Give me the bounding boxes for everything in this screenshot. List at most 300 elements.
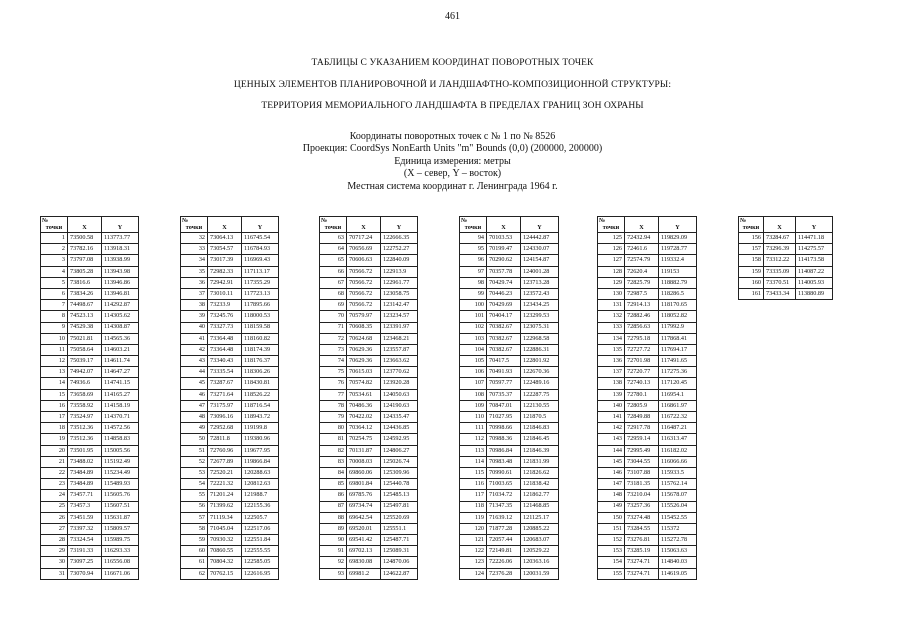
point-number-cell: 128 xyxy=(598,266,625,277)
point-number-cell: 12 xyxy=(41,356,68,367)
x-coordinate-cell: 72149.81 xyxy=(487,546,521,557)
y-coordinate-cell: 119866.84 xyxy=(242,456,279,467)
point-number-cell: 88 xyxy=(320,512,347,523)
y-coordinate-cell: 119199.8 xyxy=(242,423,279,434)
point-number-cell: 33 xyxy=(181,244,208,255)
y-coordinate-cell: 123075.31 xyxy=(521,322,559,333)
table-row xyxy=(739,255,833,266)
x-coordinate-cell: 73524.97 xyxy=(68,412,102,423)
coord-system-text: Местная система координат г. Ленинграда 1964 г. xyxy=(347,181,558,192)
table-row xyxy=(41,300,139,311)
table-row xyxy=(598,412,697,423)
y-coordinate-cell: 117355.29 xyxy=(242,277,279,288)
point-number-cell: 118 xyxy=(460,501,487,512)
y-coordinate-cell: 114647.27 xyxy=(102,367,139,378)
point-number-cell: 140 xyxy=(598,400,625,411)
point-number-cell: 58 xyxy=(181,523,208,534)
x-coordinate-cell: 74942.07 xyxy=(68,367,102,378)
x-coordinate-cell: 73364.48 xyxy=(208,333,242,344)
y-coordinate-cell: 123663.62 xyxy=(381,356,418,367)
y-coordinate-cell: 123299.53 xyxy=(521,311,559,322)
x-coordinate-cell: 73327.73 xyxy=(208,322,242,333)
col-header-num-top: № xyxy=(598,217,625,226)
y-coordinate-cell: 118170.65 xyxy=(659,300,697,311)
x-coordinate-cell: 70983.48 xyxy=(487,456,521,467)
table-row xyxy=(598,266,697,277)
table-row xyxy=(320,467,418,478)
table-row xyxy=(320,412,418,423)
point-number-cell: 152 xyxy=(598,535,625,546)
x-coordinate-cell: 73274.71 xyxy=(625,568,659,579)
point-number-cell: 9 xyxy=(41,322,68,333)
x-coordinate-cell: 72995.49 xyxy=(625,445,659,456)
point-number-cell: 34 xyxy=(181,255,208,266)
x-coordinate-cell: 70404.17 xyxy=(487,311,521,322)
x-coordinate-cell: 71027.95 xyxy=(487,412,521,423)
table-row xyxy=(181,445,279,456)
x-coordinate-cell: 69734.74 xyxy=(347,501,381,512)
x-coordinate-cell: 72959.14 xyxy=(625,434,659,445)
point-number-cell: 53 xyxy=(181,467,208,478)
y-coordinate-cell: 114611.74 xyxy=(102,356,139,367)
y-coordinate-cell: 122801.92 xyxy=(521,356,559,367)
point-number-cell: 147 xyxy=(598,479,625,490)
point-number-cell: 7 xyxy=(41,300,68,311)
x-coordinate-cell: 73370.51 xyxy=(764,277,796,288)
y-coordinate-cell: 123713.28 xyxy=(521,277,559,288)
point-number-cell: 83 xyxy=(320,456,347,467)
x-coordinate-cell: 73296.39 xyxy=(764,244,796,255)
table-row xyxy=(739,233,833,244)
x-coordinate-cell: 70417.5 xyxy=(487,356,521,367)
y-coordinate-cell: 123572.43 xyxy=(521,288,559,299)
x-coordinate-cell: 73451.59 xyxy=(68,512,102,523)
point-number-cell: 56 xyxy=(181,501,208,512)
x-coordinate-cell: 70656.69 xyxy=(347,244,381,255)
table-row xyxy=(41,423,139,434)
x-coordinate-cell: 70429.69 xyxy=(487,300,521,311)
table-row xyxy=(598,467,697,478)
x-coordinate-cell: 71003.65 xyxy=(487,479,521,490)
x-coordinate-cell: 72376.28 xyxy=(487,568,521,579)
x-coordinate-cell: 73782.16 xyxy=(68,244,102,255)
point-number-cell: 149 xyxy=(598,501,625,512)
y-coordinate-cell: 125309.96 xyxy=(381,467,418,478)
x-coordinate-cell: 73284.67 xyxy=(764,233,796,244)
x-coordinate-cell: 72620.4 xyxy=(625,266,659,277)
y-coordinate-cell: 121846.45 xyxy=(521,434,559,445)
col-header-blank xyxy=(242,217,279,226)
y-coordinate-cell: 119332.4 xyxy=(659,255,697,266)
table-row xyxy=(181,467,279,478)
y-coordinate-cell: 115678.07 xyxy=(659,490,697,501)
table-row xyxy=(181,288,279,299)
x-coordinate-cell: 73257.36 xyxy=(625,501,659,512)
x-coordinate-cell: 73274.48 xyxy=(625,512,659,523)
col-header-x: X xyxy=(487,225,521,233)
x-coordinate-cell: 73797.08 xyxy=(68,255,102,266)
col-header-num-top: № xyxy=(320,217,347,226)
x-coordinate-cell: 70574.82 xyxy=(347,378,381,389)
y-coordinate-cell: 120288.63 xyxy=(242,467,279,478)
y-coordinate-cell: 115605.76 xyxy=(102,490,139,501)
x-coordinate-cell: 73010.11 xyxy=(208,288,242,299)
coord-table-block xyxy=(459,216,559,580)
x-coordinate-cell: 71045.04 xyxy=(208,523,242,534)
point-number-cell: 87 xyxy=(320,501,347,512)
x-coordinate-cell: 72727.72 xyxy=(625,344,659,355)
table-row xyxy=(598,356,697,367)
point-number-cell: 109 xyxy=(460,400,487,411)
y-coordinate-cell: 116313.47 xyxy=(659,434,697,445)
point-number-cell: 76 xyxy=(320,378,347,389)
table-row xyxy=(181,479,279,490)
table-row xyxy=(598,311,697,322)
point-number-cell: 40 xyxy=(181,322,208,333)
table-row xyxy=(41,400,139,411)
x-coordinate-cell: 73500.58 xyxy=(68,233,102,244)
header-line-3: ТЕРРИТОРИЯ МЕМОРИАЛЬНОГО ЛАНДШАФТА В ПРЕДЕЛАХ ГРАНИЦ ЗОН ОХРАНЫ xyxy=(261,101,644,111)
y-coordinate-cell: 121831.99 xyxy=(521,456,559,467)
y-coordinate-cell: 114292.87 xyxy=(102,300,139,311)
point-number-cell: 91 xyxy=(320,546,347,557)
x-coordinate-cell: 73484.89 xyxy=(68,467,102,478)
y-coordinate-cell: 122551.84 xyxy=(242,535,279,546)
point-number-cell: 133 xyxy=(598,322,625,333)
x-coordinate-cell: 70008.03 xyxy=(347,456,381,467)
table-row xyxy=(41,445,139,456)
table-row xyxy=(598,445,697,456)
x-coordinate-cell: 70290.62 xyxy=(487,255,521,266)
y-coordinate-cell: 116671.06 xyxy=(102,568,139,579)
table-row xyxy=(598,244,697,255)
point-number-cell: 66 xyxy=(320,266,347,277)
table-row xyxy=(320,311,418,322)
table-row xyxy=(41,546,139,557)
y-coordinate-cell: 115192.49 xyxy=(102,456,139,467)
point-number-cell: 102 xyxy=(460,322,487,333)
table-row xyxy=(41,557,139,568)
table-row xyxy=(181,557,279,568)
table-row xyxy=(181,523,279,534)
table-row xyxy=(320,300,418,311)
table-row xyxy=(320,233,418,244)
point-number-cell: 124 xyxy=(460,568,487,579)
x-coordinate-cell: 72760.96 xyxy=(208,445,242,456)
units-text: Единица измерения: метры xyxy=(394,156,511,167)
point-number-cell: 42 xyxy=(181,344,208,355)
table-row xyxy=(598,400,697,411)
point-number-cell: 94 xyxy=(460,233,487,244)
page-number: 461 xyxy=(445,11,460,22)
point-number-cell: 46 xyxy=(181,389,208,400)
y-coordinate-cell: 118052.82 xyxy=(659,311,697,322)
col-header-x: X xyxy=(625,225,659,233)
x-coordinate-cell: 73285.19 xyxy=(625,546,659,557)
y-coordinate-cell: 118286.5 xyxy=(659,288,697,299)
table-row xyxy=(320,356,418,367)
point-number-cell: 153 xyxy=(598,546,625,557)
x-coordinate-cell: 71639.12 xyxy=(487,512,521,523)
y-coordinate-cell: 113946.81 xyxy=(102,288,139,299)
y-coordinate-cell: 118174.39 xyxy=(242,344,279,355)
y-coordinate-cell: 122616.95 xyxy=(242,568,279,579)
table-row xyxy=(181,412,279,423)
x-coordinate-cell: 73488.02 xyxy=(68,456,102,467)
point-number-cell: 29 xyxy=(41,546,68,557)
point-number-cell: 80 xyxy=(320,423,347,434)
point-number-cell: 148 xyxy=(598,490,625,501)
y-coordinate-cell: 125551.1 xyxy=(381,523,418,534)
y-coordinate-cell: 121846.83 xyxy=(521,423,559,434)
y-coordinate-cell: 118716.54 xyxy=(242,400,279,411)
x-coordinate-cell: 70847.01 xyxy=(487,400,521,411)
point-number-cell: 5 xyxy=(41,277,68,288)
y-coordinate-cell: 120885.22 xyxy=(521,523,559,534)
y-coordinate-cell: 115631.87 xyxy=(102,512,139,523)
x-coordinate-cell: 75021.81 xyxy=(68,333,102,344)
x-coordinate-cell: 70382.67 xyxy=(487,322,521,333)
point-number-cell: 47 xyxy=(181,400,208,411)
table-row xyxy=(460,233,559,244)
table-row xyxy=(598,512,697,523)
col-header-y: Y xyxy=(381,225,418,233)
y-coordinate-cell: 119380.96 xyxy=(242,434,279,445)
table-row xyxy=(739,244,833,255)
y-coordinate-cell: 115372 xyxy=(659,523,697,534)
table-row xyxy=(41,255,139,266)
y-coordinate-cell: 113943.98 xyxy=(102,266,139,277)
table-row xyxy=(598,344,697,355)
x-coordinate-cell: 73096.16 xyxy=(208,412,242,423)
point-number-cell: 79 xyxy=(320,412,347,423)
y-coordinate-cell: 117723.13 xyxy=(242,288,279,299)
y-coordinate-cell: 123920.28 xyxy=(381,378,418,389)
col-header-y: Y xyxy=(102,225,139,233)
table-row xyxy=(41,277,139,288)
table-row xyxy=(739,266,833,277)
y-coordinate-cell: 117120.45 xyxy=(659,378,697,389)
table-row xyxy=(181,378,279,389)
point-number-cell: 104 xyxy=(460,344,487,355)
x-coordinate-cell: 70491.93 xyxy=(487,367,521,378)
y-coordinate-cell: 115607.51 xyxy=(102,501,139,512)
y-coordinate-cell: 124592.95 xyxy=(381,434,418,445)
table-row xyxy=(181,300,279,311)
x-coordinate-cell: 73107.88 xyxy=(625,467,659,478)
point-number-cell: 96 xyxy=(460,255,487,266)
table-row xyxy=(41,512,139,523)
col-header-blank xyxy=(487,217,521,226)
y-coordinate-cell: 118882.79 xyxy=(659,277,697,288)
point-number-cell: 125 xyxy=(598,233,625,244)
x-coordinate-cell: 72520.21 xyxy=(208,467,242,478)
y-coordinate-cell: 116969.43 xyxy=(242,255,279,266)
y-coordinate-cell: 118526.22 xyxy=(242,389,279,400)
x-coordinate-cell: 73340.43 xyxy=(208,356,242,367)
y-coordinate-cell: 115933.5 xyxy=(659,467,697,478)
col-header-num-top: № xyxy=(739,217,764,226)
x-coordinate-cell: 71201.24 xyxy=(208,490,242,501)
y-coordinate-cell: 122670.36 xyxy=(521,367,559,378)
y-coordinate-cell: 120031.59 xyxy=(521,568,559,579)
x-coordinate-cell: 69702.13 xyxy=(347,546,381,557)
x-coordinate-cell: 73364.48 xyxy=(208,344,242,355)
x-coordinate-cell: 72856.63 xyxy=(625,322,659,333)
x-coordinate-cell: 72882.46 xyxy=(625,311,659,322)
x-coordinate-cell: 72740.13 xyxy=(625,378,659,389)
x-coordinate-cell: 74498.67 xyxy=(68,300,102,311)
table-row xyxy=(41,412,139,423)
point-number-cell: 111 xyxy=(460,423,487,434)
table-row xyxy=(320,367,418,378)
x-coordinate-cell: 71347.35 xyxy=(487,501,521,512)
y-coordinate-cell: 121846.39 xyxy=(521,445,559,456)
x-coordinate-cell: 70534.61 xyxy=(347,389,381,400)
point-number-cell: 93 xyxy=(320,568,347,579)
y-coordinate-cell: 125520.69 xyxy=(381,512,418,523)
table-row xyxy=(598,288,697,299)
x-coordinate-cell: 72221.32 xyxy=(208,479,242,490)
point-number-cell: 71 xyxy=(320,322,347,333)
coord-table-block xyxy=(180,216,279,580)
table-row xyxy=(598,523,697,534)
table-row xyxy=(320,344,418,355)
point-number-cell: 86 xyxy=(320,490,347,501)
x-coordinate-cell: 72795.18 xyxy=(625,333,659,344)
point-number-cell: 136 xyxy=(598,356,625,367)
point-number-cell: 90 xyxy=(320,535,347,546)
point-number-cell: 145 xyxy=(598,456,625,467)
x-coordinate-cell: 72780.1 xyxy=(625,389,659,400)
col-header-num-top: № xyxy=(41,217,68,226)
table-row xyxy=(598,434,697,445)
x-coordinate-cell: 73658.69 xyxy=(68,389,102,400)
point-number-cell: 134 xyxy=(598,333,625,344)
table-row xyxy=(181,277,279,288)
y-coordinate-cell: 118306.26 xyxy=(242,367,279,378)
x-coordinate-cell: 74523.13 xyxy=(68,311,102,322)
point-number-cell: 92 xyxy=(320,557,347,568)
point-number-cell: 51 xyxy=(181,445,208,456)
point-number-cell: 157 xyxy=(739,244,764,255)
point-number-cell: 2 xyxy=(41,244,68,255)
x-coordinate-cell: 69981.2 xyxy=(347,568,381,579)
x-coordinate-cell: 73335.54 xyxy=(208,367,242,378)
point-number-cell: 26 xyxy=(41,512,68,523)
y-coordinate-cell: 115762.14 xyxy=(659,479,697,490)
table-row xyxy=(41,378,139,389)
x-coordinate-cell: 70566.72 xyxy=(347,266,381,277)
point-number-cell: 89 xyxy=(320,523,347,534)
y-coordinate-cell: 120683.07 xyxy=(521,535,559,546)
x-coordinate-cell: 70735.37 xyxy=(487,389,521,400)
table-row xyxy=(460,300,559,311)
point-number-cell: 107 xyxy=(460,378,487,389)
point-number-cell: 17 xyxy=(41,412,68,423)
point-number-cell: 16 xyxy=(41,400,68,411)
y-coordinate-cell: 117275.36 xyxy=(659,367,697,378)
point-number-cell: 32 xyxy=(181,233,208,244)
point-number-cell: 63 xyxy=(320,233,347,244)
point-number-cell: 64 xyxy=(320,244,347,255)
point-number-cell: 98 xyxy=(460,277,487,288)
y-coordinate-cell: 113773.77 xyxy=(102,233,139,244)
x-coordinate-cell: 70382.67 xyxy=(487,333,521,344)
point-number-cell: 156 xyxy=(739,233,764,244)
x-coordinate-cell: 73284.55 xyxy=(625,523,659,534)
x-coordinate-cell: 70717.24 xyxy=(347,233,381,244)
col-header-blank xyxy=(521,217,559,226)
point-number-cell: 72 xyxy=(320,333,347,344)
table-row xyxy=(460,277,559,288)
table-row xyxy=(460,434,559,445)
table-row xyxy=(460,523,559,534)
y-coordinate-cell: 121826.62 xyxy=(521,467,559,478)
x-coordinate-cell: 70988.36 xyxy=(487,434,521,445)
point-number-cell: 13 xyxy=(41,367,68,378)
table-row xyxy=(598,479,697,490)
y-coordinate-cell: 124622.87 xyxy=(381,568,418,579)
point-number-cell: 126 xyxy=(598,244,625,255)
table-row xyxy=(460,467,559,478)
col-header-blank xyxy=(68,217,102,226)
point-number-cell: 130 xyxy=(598,288,625,299)
table-row xyxy=(598,333,697,344)
y-coordinate-cell: 115005.56 xyxy=(102,445,139,456)
x-coordinate-cell: 72574.79 xyxy=(625,255,659,266)
point-number-cell: 144 xyxy=(598,445,625,456)
table-row xyxy=(181,311,279,322)
table-row xyxy=(598,300,697,311)
y-coordinate-cell: 122968.58 xyxy=(521,333,559,344)
y-coordinate-cell: 122517.06 xyxy=(242,523,279,534)
x-coordinate-cell: 73433.34 xyxy=(764,288,796,299)
y-coordinate-cell: 116182.02 xyxy=(659,445,697,456)
x-coordinate-cell: 73558.92 xyxy=(68,400,102,411)
table-row xyxy=(181,367,279,378)
point-number-cell: 3 xyxy=(41,255,68,266)
y-coordinate-cell: 122155.36 xyxy=(242,501,279,512)
x-coordinate-cell: 72432.94 xyxy=(625,233,659,244)
y-coordinate-cell: 121862.77 xyxy=(521,490,559,501)
y-coordinate-cell: 116745.54 xyxy=(242,233,279,244)
y-coordinate-cell: 116784.93 xyxy=(242,244,279,255)
table-row xyxy=(460,423,559,434)
y-coordinate-cell: 114858.83 xyxy=(102,434,139,445)
table-row xyxy=(460,400,559,411)
table-row xyxy=(181,400,279,411)
x-coordinate-cell: 69520.01 xyxy=(347,523,381,534)
coord-table-block xyxy=(738,216,833,300)
col-header-num-top: № xyxy=(181,217,208,226)
x-coordinate-cell: 73044.55 xyxy=(625,456,659,467)
y-coordinate-cell: 121125.17 xyxy=(521,512,559,523)
y-coordinate-cell: 125485.13 xyxy=(381,490,418,501)
y-coordinate-cell: 117992.9 xyxy=(659,322,697,333)
x-coordinate-cell: 70615.03 xyxy=(347,367,381,378)
x-coordinate-cell: 70566.72 xyxy=(347,277,381,288)
table-row xyxy=(181,233,279,244)
table-row xyxy=(460,568,559,579)
y-coordinate-cell: 123142.47 xyxy=(381,300,418,311)
col-header-x: X xyxy=(347,225,381,233)
table-row xyxy=(739,277,833,288)
table-row xyxy=(460,333,559,344)
table-row xyxy=(181,344,279,355)
table-row xyxy=(460,344,559,355)
table-row xyxy=(460,501,559,512)
